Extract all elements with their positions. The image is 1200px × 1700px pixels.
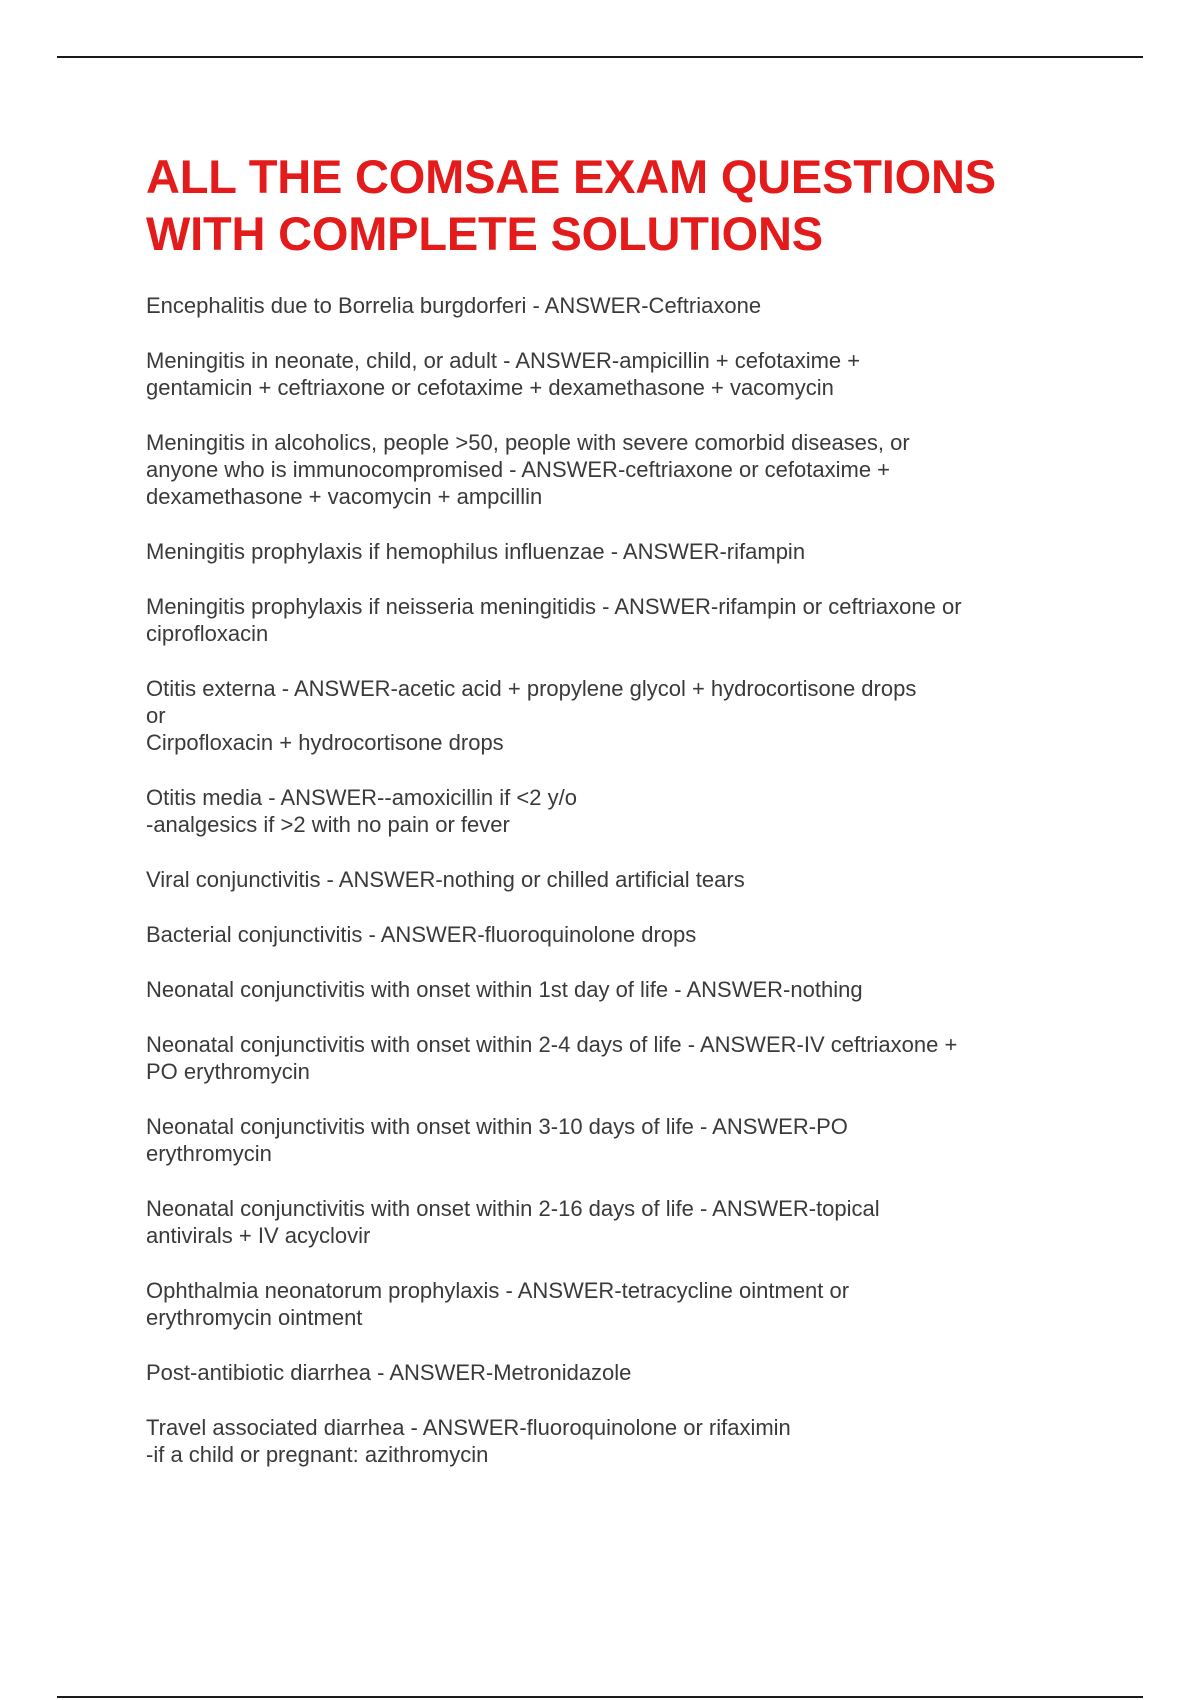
document-body — [146, 148, 1066, 1496]
qa-item: Encephalitis due to Borrelia burgdorferi - ANSWER-Ceftriaxone — [146, 293, 762, 318]
qa-item: Post-antibiotic diarrhea - ANSWER-Metronidazole — [146, 1360, 632, 1385]
qa-item: Meningitis prophylaxis if neisseria meningitidis - ANSWER-rifampin or ceftriaxone or ciprofloxacin — [146, 594, 962, 646]
qa-item: Neonatal conjunctivitis with onset within 2-16 days of life - ANSWER-topical antivirals + IV acyclovir — [146, 1196, 880, 1248]
qa-item: Otitis externa - ANSWER-acetic acid + propylene glycol + hydrocortisone drops or Cirpofloxacin + hydrocortisone drops — [146, 676, 917, 755]
qa-item: Otitis media - ANSWER--amoxicillin if <2 y/o -analgesics if >2 with no pain or fever — [146, 785, 577, 837]
qa-item: Meningitis in alcoholics, people >50, people with severe comorbid diseases, or anyone who is immunocompromised - ANSWER-ceftriaxone or cefotaxime + dexamethasone + vacomycin + ampcillin — [146, 430, 910, 509]
document-title — [146, 148, 1066, 262]
qa-item: Meningitis prophylaxis if hemophilus influenzae - ANSWER-rifampin — [146, 539, 806, 564]
title-line-2: WITH COMPLETE SOLUTIONS — [146, 207, 823, 260]
qa-item: Travel associated diarrhea - ANSWER-fluoroquinolone or rifaximin -if a child or pregnant: azithromycin — [146, 1415, 791, 1467]
qa-item: Meningitis in neonate, child, or adult - ANSWER-ampicillin + cefotaxime + gentamicin + ceftriaxone or cefotaxime + dexamethasone + vacomycin — [146, 348, 861, 400]
qa-item: Neonatal conjunctivitis with onset within 2-4 days of life - ANSWER-IV ceftriaxone + PO erythromycin — [146, 1032, 958, 1084]
qa-item: Neonatal conjunctivitis with onset within 3-10 days of life - ANSWER-PO erythromycin — [146, 1114, 848, 1166]
qa-list — [146, 292, 1066, 1468]
bottom-rule — [57, 1696, 1143, 1698]
top-rule — [57, 56, 1143, 58]
qa-item: Viral conjunctivitis - ANSWER-nothing or chilled artificial tears — [146, 867, 745, 892]
title-line-1: ALL THE COMSAE EXAM QUESTIONS — [146, 150, 996, 203]
qa-item: Bacterial conjunctivitis - ANSWER-fluoroquinolone drops — [146, 922, 697, 947]
qa-item: Ophthalmia neonatorum prophylaxis - ANSWER-tetracycline ointment or erythromycin ointment — [146, 1278, 850, 1330]
qa-item: Neonatal conjunctivitis with onset within 1st day of life - ANSWER-nothing — [146, 977, 863, 1002]
